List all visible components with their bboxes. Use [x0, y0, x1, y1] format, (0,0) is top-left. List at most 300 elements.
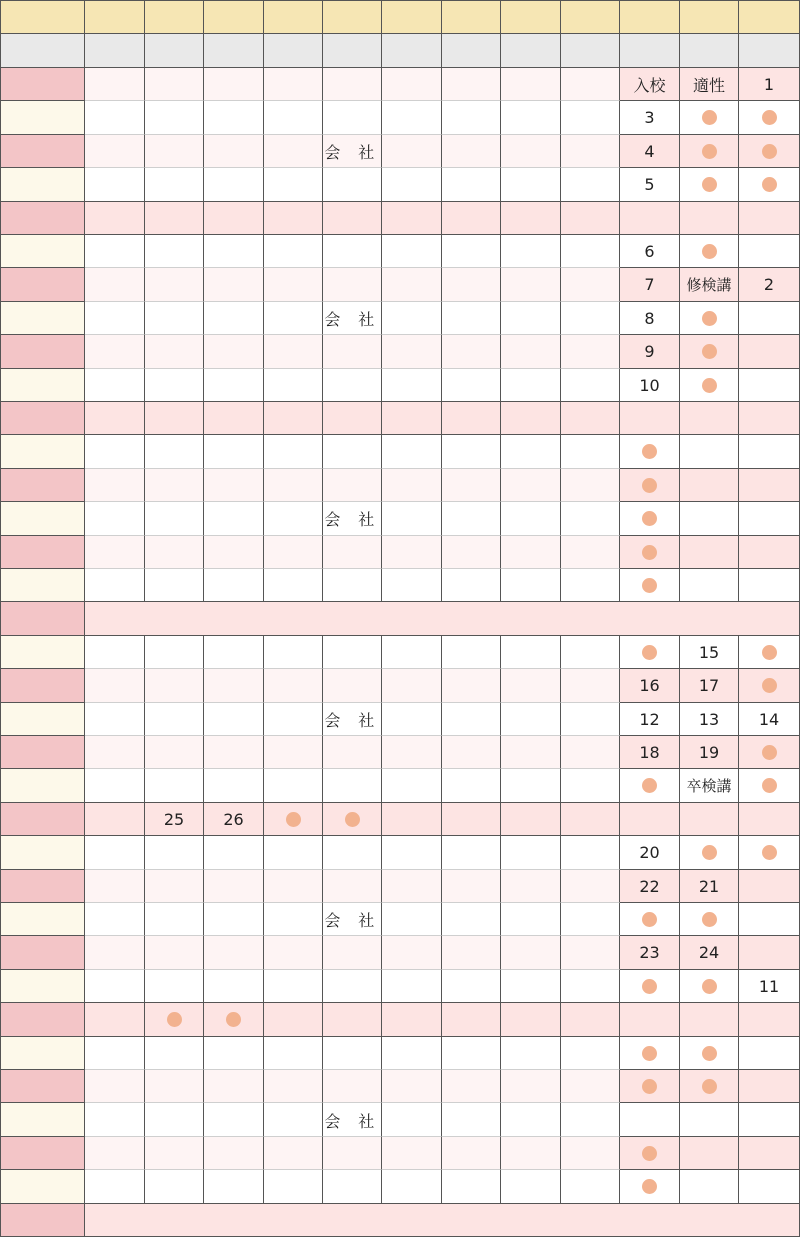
morning-cell	[145, 469, 204, 502]
day-label	[0, 469, 85, 502]
morning-cell	[442, 736, 501, 769]
morning-cell	[204, 68, 264, 101]
morning-cell	[145, 335, 204, 369]
day-label	[0, 536, 85, 569]
morning-cell	[501, 135, 561, 168]
morning-cell	[442, 970, 501, 1003]
morning-cell	[382, 970, 442, 1003]
period-number	[739, 0, 800, 34]
morning-cell	[204, 669, 264, 703]
morning-cell	[561, 836, 620, 870]
morning-cell	[204, 636, 264, 669]
morning-cell	[442, 235, 501, 268]
morning-cell	[382, 402, 442, 435]
morning-cell	[442, 302, 501, 335]
morning-cell	[145, 435, 204, 469]
morning-cell	[501, 636, 561, 669]
morning-cell	[85, 903, 145, 936]
evening-cell	[680, 1137, 739, 1170]
morning-cell	[382, 1103, 442, 1137]
morning-cell	[382, 536, 442, 569]
evening-cell	[620, 1137, 680, 1170]
day-label	[0, 970, 85, 1003]
evening-cell	[620, 803, 680, 836]
morning-cell	[145, 769, 204, 803]
morning-cell	[561, 101, 620, 135]
lesson-dot-icon	[762, 678, 777, 693]
morning-cell	[501, 536, 561, 569]
lesson-dot-icon	[702, 244, 717, 259]
morning-cell	[85, 1170, 145, 1204]
morning-cell	[145, 1170, 204, 1204]
day-label	[0, 1003, 85, 1037]
morning-cell	[561, 202, 620, 235]
morning-cell	[264, 369, 323, 402]
morning-cell	[85, 68, 145, 101]
day-label	[0, 703, 85, 736]
morning-cell	[204, 1137, 264, 1170]
day-label	[0, 1204, 85, 1237]
morning-cell	[442, 1003, 501, 1037]
morning-cell	[264, 202, 323, 235]
start-time	[680, 34, 739, 68]
evening-cell: 10	[620, 369, 680, 402]
morning-cell	[442, 1170, 501, 1204]
morning-cell	[561, 703, 620, 736]
morning-cell	[85, 1103, 145, 1137]
company-label: 会 社	[324, 143, 381, 162]
morning-cell	[442, 402, 501, 435]
evening-cell	[680, 402, 739, 435]
lesson-dot-icon	[702, 912, 717, 927]
evening-cell	[739, 1070, 800, 1103]
evening-cell: 適性	[680, 68, 739, 101]
evening-cell	[739, 536, 800, 569]
evening-cell	[620, 1170, 680, 1204]
morning-cell	[561, 936, 620, 970]
morning-cell	[501, 369, 561, 402]
evening-cell	[739, 101, 800, 135]
morning-cell	[85, 636, 145, 669]
evening-cell	[739, 235, 800, 268]
lesson-dot-icon	[642, 478, 657, 493]
morning-cell	[382, 1070, 442, 1103]
morning-cell	[501, 769, 561, 803]
evening-cell	[739, 903, 800, 936]
day-label	[0, 669, 85, 703]
morning-cell	[501, 402, 561, 435]
lesson-dot-icon	[702, 845, 717, 860]
evening-cell: 21	[680, 870, 739, 903]
morning-cell	[204, 402, 264, 435]
morning-cell	[204, 936, 264, 970]
day-label	[0, 836, 85, 870]
day-label	[0, 870, 85, 903]
morning-cell	[382, 870, 442, 903]
morning-cell	[145, 369, 204, 402]
evening-cell	[739, 870, 800, 903]
day-label	[0, 1103, 85, 1137]
morning-cell	[323, 803, 382, 836]
evening-cell: 15	[680, 636, 739, 669]
morning-cell	[264, 836, 323, 870]
day-label	[0, 1137, 85, 1170]
day-label	[0, 168, 85, 202]
morning-cell	[204, 235, 264, 268]
day-label	[0, 435, 85, 469]
evening-cell: 19	[680, 736, 739, 769]
morning-cell	[145, 135, 204, 168]
morning-cell	[382, 101, 442, 135]
evening-cell	[739, 803, 800, 836]
morning-cell	[145, 1070, 204, 1103]
morning-cell	[561, 402, 620, 435]
lesson-dot-icon	[762, 645, 777, 660]
start-time	[85, 34, 145, 68]
morning-cell	[382, 1170, 442, 1204]
morning-cell	[85, 1037, 145, 1070]
day-label	[0, 1170, 85, 1204]
morning-cell	[204, 536, 264, 569]
morning-cell	[145, 101, 204, 135]
morning-cell	[145, 302, 204, 335]
evening-cell	[680, 135, 739, 168]
day-label	[0, 769, 85, 803]
evening-cell: 17	[680, 669, 739, 703]
company-label: 会 社	[324, 911, 381, 930]
morning-cell	[561, 1003, 620, 1037]
day-label	[0, 68, 85, 101]
evening-cell: 2	[739, 268, 800, 302]
morning-cell	[382, 736, 442, 769]
morning-cell	[264, 703, 323, 736]
morning-cell	[561, 970, 620, 1003]
morning-cell	[442, 769, 501, 803]
morning-cell	[204, 1070, 264, 1103]
start-time	[442, 34, 501, 68]
lesson-dot-icon	[762, 745, 777, 760]
morning-cell	[204, 1037, 264, 1070]
lesson-dot-icon	[642, 979, 657, 994]
morning-cell	[561, 335, 620, 369]
morning-cell	[442, 870, 501, 903]
morning-cell	[382, 168, 442, 202]
start-time	[620, 34, 680, 68]
morning-cell	[382, 1037, 442, 1070]
evening-cell	[739, 502, 800, 536]
day-label	[0, 235, 85, 268]
morning-cell	[145, 669, 204, 703]
morning-cell	[204, 1003, 264, 1037]
morning-cell	[85, 936, 145, 970]
morning-cell	[85, 703, 145, 736]
morning-cell	[264, 168, 323, 202]
evening-cell	[620, 903, 680, 936]
morning-cell	[561, 1137, 620, 1170]
morning-cell	[382, 669, 442, 703]
evening-cell	[739, 569, 800, 602]
morning-cell	[561, 536, 620, 569]
evening-cell	[680, 1070, 739, 1103]
lesson-dot-icon	[702, 344, 717, 359]
evening-cell	[739, 135, 800, 168]
morning-cell	[442, 68, 501, 101]
morning-cell	[442, 202, 501, 235]
morning-cell	[204, 569, 264, 602]
evening-cell	[739, 335, 800, 369]
morning-cell	[442, 903, 501, 936]
morning-cell	[323, 402, 382, 435]
evening-cell	[739, 1170, 800, 1204]
evening-cell	[680, 1037, 739, 1070]
morning-cell	[501, 870, 561, 903]
lesson-dot-icon	[642, 912, 657, 927]
morning-cell	[264, 469, 323, 502]
evening-cell: 13	[680, 703, 739, 736]
morning-cell	[561, 903, 620, 936]
morning-cell	[382, 803, 442, 836]
morning-cell	[264, 135, 323, 168]
lesson-dot-icon	[642, 1179, 657, 1194]
period-number	[501, 0, 561, 34]
evening-cell	[620, 970, 680, 1003]
morning-cell	[204, 1103, 264, 1137]
morning-cell	[145, 703, 204, 736]
evening-cell	[680, 369, 739, 402]
morning-cell	[442, 536, 501, 569]
start-time	[204, 34, 264, 68]
morning-cell	[204, 703, 264, 736]
morning-cell	[145, 903, 204, 936]
period-number	[680, 0, 739, 34]
start-time	[739, 34, 800, 68]
morning-cell	[85, 202, 145, 235]
evening-cell	[739, 836, 800, 870]
evening-cell	[620, 202, 680, 235]
evening-cell: 7	[620, 268, 680, 302]
morning-cell	[442, 369, 501, 402]
morning-cell	[382, 903, 442, 936]
morning-cell	[382, 502, 442, 536]
evening-cell	[739, 402, 800, 435]
morning-cell	[382, 569, 442, 602]
lesson-dot-icon	[345, 812, 360, 827]
morning-cell	[382, 202, 442, 235]
morning-cell	[501, 202, 561, 235]
morning-cell	[442, 803, 501, 836]
morning-cell	[382, 268, 442, 302]
morning-cell: 26	[204, 803, 264, 836]
morning-cell	[204, 302, 264, 335]
evening-cell	[739, 1003, 800, 1037]
morning-cell	[442, 636, 501, 669]
evening-cell: 18	[620, 736, 680, 769]
graduation-banner	[85, 1204, 800, 1237]
morning-cell	[382, 469, 442, 502]
morning-cell	[561, 469, 620, 502]
evening-cell	[680, 1003, 739, 1037]
morning-cell	[382, 302, 442, 335]
morning-cell	[264, 536, 323, 569]
evening-cell	[739, 1103, 800, 1137]
morning-cell	[442, 1137, 501, 1170]
morning-cell	[85, 1003, 145, 1037]
evening-cell	[680, 469, 739, 502]
period-number	[145, 0, 204, 34]
morning-cell	[145, 970, 204, 1003]
morning-cell: 25	[145, 803, 204, 836]
evening-cell	[680, 101, 739, 135]
morning-cell	[323, 68, 382, 101]
morning-cell	[561, 68, 620, 101]
morning-cell	[501, 569, 561, 602]
evening-cell: 入校	[620, 68, 680, 101]
morning-cell	[501, 970, 561, 1003]
morning-cell	[501, 836, 561, 870]
day-label	[0, 903, 85, 936]
morning-cell	[561, 636, 620, 669]
morning-cell	[382, 335, 442, 369]
lesson-dot-icon	[642, 444, 657, 459]
evening-cell	[680, 302, 739, 335]
evening-cell	[739, 736, 800, 769]
evening-cell	[620, 769, 680, 803]
morning-cell	[264, 736, 323, 769]
morning-cell	[442, 435, 501, 469]
morning-cell	[561, 669, 620, 703]
morning-cell	[85, 135, 145, 168]
period-number	[561, 0, 620, 34]
evening-cell: 20	[620, 836, 680, 870]
day-label	[0, 268, 85, 302]
morning-cell	[85, 1070, 145, 1103]
day-label	[0, 1037, 85, 1070]
morning-cell	[85, 836, 145, 870]
morning-cell	[382, 369, 442, 402]
day-label	[0, 335, 85, 369]
morning-cell	[264, 402, 323, 435]
morning-cell	[382, 435, 442, 469]
start-time	[323, 34, 382, 68]
morning-cell	[501, 268, 561, 302]
evening-cell	[620, 1037, 680, 1070]
lesson-dot-icon	[762, 110, 777, 125]
morning-cell	[264, 970, 323, 1003]
morning-cell	[561, 235, 620, 268]
morning-cell	[501, 1070, 561, 1103]
morning-cell	[382, 68, 442, 101]
morning-cell	[264, 903, 323, 936]
morning-cell	[382, 636, 442, 669]
periods-label	[0, 0, 85, 34]
lesson-dot-icon	[702, 177, 717, 192]
morning-cell	[501, 1137, 561, 1170]
morning-cell	[145, 268, 204, 302]
lesson-dot-icon	[642, 578, 657, 593]
morning-cell	[264, 68, 323, 101]
evening-cell: 22	[620, 870, 680, 903]
morning-cell	[501, 302, 561, 335]
morning-cell	[382, 1003, 442, 1037]
evening-cell: 9	[620, 335, 680, 369]
morning-cell	[145, 168, 204, 202]
morning-cell	[145, 1003, 204, 1037]
morning-cell	[264, 1170, 323, 1204]
morning-cell	[204, 502, 264, 536]
morning-cell	[85, 402, 145, 435]
morning-cell	[442, 1037, 501, 1070]
lesson-dot-icon	[762, 144, 777, 159]
morning-cell	[85, 369, 145, 402]
morning-cell	[145, 1037, 204, 1070]
evening-cell: 1	[739, 68, 800, 101]
evening-cell	[739, 669, 800, 703]
morning-cell	[85, 736, 145, 769]
morning-cell	[323, 1003, 382, 1037]
lesson-dot-icon	[762, 845, 777, 860]
evening-cell	[680, 1103, 739, 1137]
morning-cell	[204, 335, 264, 369]
company-label: 会 社	[324, 510, 381, 529]
period-number	[85, 0, 145, 34]
evening-cell	[739, 202, 800, 235]
morning-cell	[501, 101, 561, 135]
morning-cell	[264, 936, 323, 970]
morning-cell	[85, 469, 145, 502]
day-label	[0, 369, 85, 402]
morning-cell	[561, 803, 620, 836]
start-time-label	[0, 34, 85, 68]
day-label	[0, 135, 85, 168]
company-label: 会 社	[324, 1112, 381, 1131]
day-label	[0, 101, 85, 135]
morning-cell	[85, 769, 145, 803]
morning-cell	[561, 268, 620, 302]
start-time	[561, 34, 620, 68]
evening-cell	[620, 1003, 680, 1037]
morning-cell	[204, 870, 264, 903]
morning-cell	[561, 1070, 620, 1103]
evening-cell	[680, 536, 739, 569]
lesson-dot-icon	[167, 1012, 182, 1027]
morning-cell	[442, 268, 501, 302]
morning-cell	[85, 335, 145, 369]
lesson-dot-icon	[642, 645, 657, 660]
morning-cell	[145, 736, 204, 769]
evening-cell: 12	[620, 703, 680, 736]
morning-cell	[561, 435, 620, 469]
morning-cell	[264, 235, 323, 268]
evening-cell	[739, 168, 800, 202]
period-number	[442, 0, 501, 34]
morning-cell	[442, 936, 501, 970]
evening-cell	[680, 836, 739, 870]
morning-cell	[501, 1037, 561, 1070]
morning-cell	[323, 202, 382, 235]
evening-cell	[739, 936, 800, 970]
morning-cell	[501, 669, 561, 703]
completion-exam-banner	[85, 602, 800, 636]
evening-cell	[680, 168, 739, 202]
morning-cell	[85, 435, 145, 469]
lesson-dot-icon	[642, 1046, 657, 1061]
morning-cell	[85, 803, 145, 836]
evening-cell	[620, 1070, 680, 1103]
lesson-dot-icon	[642, 1079, 657, 1094]
morning-cell	[145, 870, 204, 903]
morning-cell	[442, 703, 501, 736]
evening-cell: 卒検講	[680, 769, 739, 803]
